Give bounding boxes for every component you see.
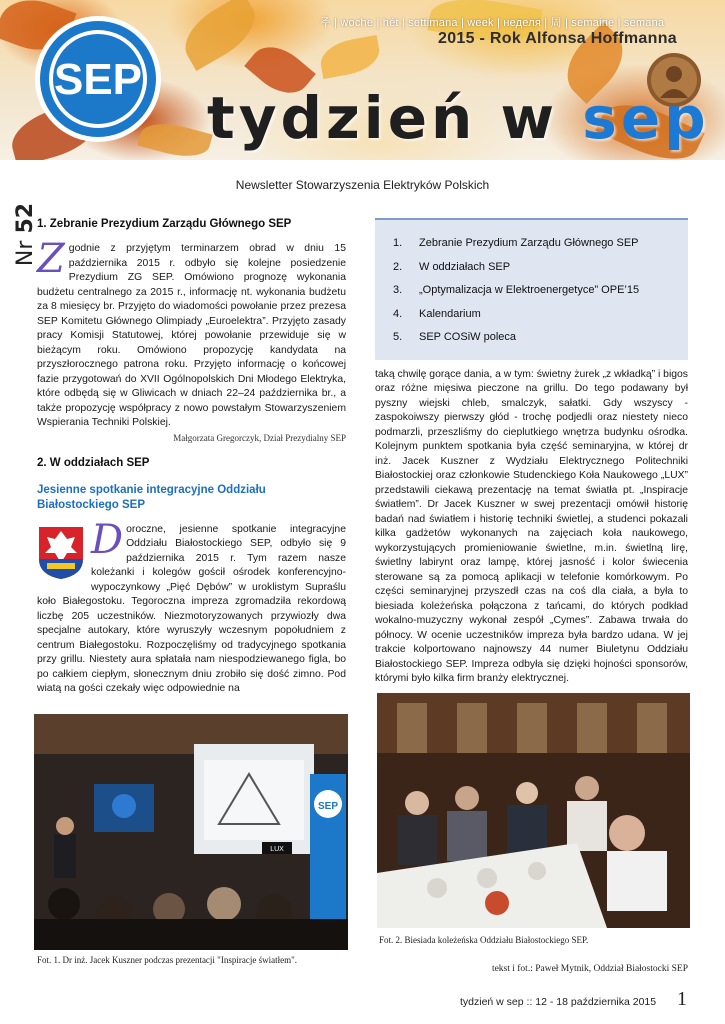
article1-heading: 1. Zebranie Prezydium Zarządu Głównego SEP xyxy=(37,218,292,230)
toc-item[interactable] xyxy=(393,256,674,280)
article1-body xyxy=(37,236,346,431)
header-banner xyxy=(0,0,725,160)
photo-credit: tekst i fot.: Paweł Mytnik, Oddział Białostocki SEP xyxy=(491,964,688,974)
toc-label: W oddziałach SEP xyxy=(419,260,511,273)
article2-body-right: taką chwilę gorące dania, a w tym: świetny żurek „z wkładką” i bigos oraz różne mięsiwa pieczone na grillu. Do tego podawany był pyszny wiejski chleb, smalczyk, sałatki. Gdy wszyscy - zaspokoiwszy pierwszy głód - trochę podjedli oraz niestety nieco podmarzli, przeszliśmy do cieplutkiego wnętrza budynku ośrodka. Kolejnym punktem spotkania była część seminaryjna, w której dr inż. Jacek Kuszner z Wydziału Elektrycznego Politechniki Białostockiej oraz członkowie Studenckiego Koła Naukowego „LUX” przedstawili ciekawą prezentację na temat światła pt. „Inspiracje światłem”. Dr Jacek Kuszner w swej prezentacji omówił historię badań nad światłem i historię techniki świetlej, a studenci pokazali kilka gadżetów wykonanych na zajęciach koła naukowego, wykorzystujących promieniowanie świetlne, m.in. świetlną lirę, świetlny labirynt oraz lampę, której jasność i kolor świecenia sterowane są za pomocą aplikacji w telefonie komórkowym. Po części seminaryjnej przyszedł czas na coś dla ciała, a była to biesiada koleżeńska połączona z tańcami, do których podkład wokalno-muzyczny wykonał zespół „Cymes”. Zabawa trwała do północy. W ocenie uczestników impreza była bardzo udana. W jej trakcie kolportowano najnowszy 44 numer Biuletynu Oddziału Białostockiego SEP. Impreza odbyła się dzięki hojności sponsorów, którymi było kilka firm branży elektrycznej. xyxy=(375,368,689,684)
article2-body-left xyxy=(37,516,346,697)
banner-sep-text: SEP xyxy=(317,801,339,812)
toc-item[interactable] xyxy=(393,279,674,303)
article2-subheading: Jesienne spotkanie integracyjne Oddziału Białostockiego SEP xyxy=(37,483,266,511)
issue-prefix: Nr xyxy=(13,240,39,267)
toc-item[interactable] xyxy=(393,326,674,350)
toc-item[interactable] xyxy=(393,303,674,327)
table-of-contents xyxy=(375,218,688,360)
toc-num: 3. xyxy=(393,284,403,296)
photo-banquet xyxy=(377,693,690,928)
leaf-decoration xyxy=(318,35,383,79)
photo-presentation-image xyxy=(34,714,348,950)
newsletter-title xyxy=(207,84,710,152)
toc-label: Zebranie Prezydium Zarządu Głównego SEP xyxy=(419,237,639,249)
languages-line: 주 | woche | hét | settimana | week | неделя | 周 | semaine | semana xyxy=(320,17,665,29)
issue-number-value: 52 xyxy=(13,202,39,234)
article2-heading: 2. W oddziałach SEP xyxy=(37,456,150,469)
toc-item[interactable] xyxy=(393,232,674,256)
toc-num: 5. xyxy=(393,331,403,343)
footer-text: tydzień w sep :: 12 - 18 października 2015 xyxy=(460,996,657,1008)
left-column xyxy=(37,218,346,697)
year-title: 2015 - Rok Alfonsa Hoffmanna xyxy=(438,30,677,47)
toc-num: 4. xyxy=(393,307,403,320)
photo-banquet-image xyxy=(377,693,690,928)
logo-text: SEP xyxy=(53,55,143,104)
sep-logo xyxy=(33,14,163,144)
bialystok-coat-of-arms-icon xyxy=(37,525,85,581)
page-number: 1 xyxy=(677,988,687,1010)
right-column xyxy=(375,218,688,687)
photo-presentation xyxy=(34,714,348,950)
title-main: tydzień w xyxy=(207,84,583,152)
lux-sign-text: LUX xyxy=(270,846,284,853)
article2-text-left: oroczne, jesienne spotkanie integracyjne Oddziału Białostockiego SEP, odbyło się 9 października 2015 r. Tym razem nasze koleżanki i kolegów gościł ośrodek konferencyjno-wypoczynkowy „Pięć Dębów” w uroklistym Supraślu koło Białegostoku. Tegoroczna impreza zgromadziła rekordową liczbę 205 uczestników. Niezmotoryzowanych przywiozły dwa specjalne autokary, które wyruszyły wczesnym popołudniem z centrum Białegostoku. Rozpoczęliśmy od tradycyjnego spotkania przy grillu. Niestety aura spłatała nam niespodziewanego figla, bo po całkiem ciepłym, słonecznym dniu zrobiło się dość zimno. Pod wiatą na gości czekały więc odpowiednie na xyxy=(37,523,346,694)
toc-label: SEP COSiW poleca xyxy=(419,331,517,343)
issue-number xyxy=(13,203,38,266)
title-sep: sep xyxy=(582,84,710,152)
toc-num: 1. xyxy=(393,237,403,249)
toc-label: Kalendarium xyxy=(419,307,481,320)
toc-num: 2. xyxy=(393,260,403,273)
photo2-caption: Fot. 2. Biesiada koleżeńska Oddziału Białostockiego SEP. xyxy=(379,935,589,945)
photo1-caption: Fot. 1. Dr inż. Jacek Kuszner podczas prezentacji "Inspiracje światłem". xyxy=(37,955,298,965)
newsletter-subtitle: Newsletter Stowarzyszenia Elektryków Polskich xyxy=(235,178,490,192)
article1-dropcap: Z xyxy=(37,236,65,282)
article1-text: godnie z przyjętym terminarzem obrad w dniu 15 października 2015 r. odbyło się kolejne posiedzenie Prezydium ZG SEP. Omówiono prognozę wykonania budżetu centralnego za 2015 r., informację nt. wykonania budżetu za 8 miesięcy br. Przyjęto do wiadomości powołanie przez prezesa SEP Komitetu Głównego Olimpiady „Euroelektra”. Przyjęto zasady pracy Komisji Statutowej, której powołanie przewiduje się w bieżącym roku. Omówiono propozycję kandydata na przyszłorocznego patrona roku. Przyjęto informację o końcowej fazie przygotowań do XVII Ogólnopolskich Dni Młodego Elektryka, które odbędą się w Gliwicach w dniach 22–24 października br., a także propozycję współpracy z nowo powstałym Stowarzyszeniem Wspierania Techniki Polskiej. xyxy=(37,243,346,428)
article2-dropcap: D xyxy=(91,516,124,563)
toc-label: „Optymalizacja w Elektroenergetyce” OPE’15 xyxy=(419,284,640,296)
article1-signature: Małgorzata Gregorczyk, Dział Prezydialny SEP xyxy=(173,432,346,443)
